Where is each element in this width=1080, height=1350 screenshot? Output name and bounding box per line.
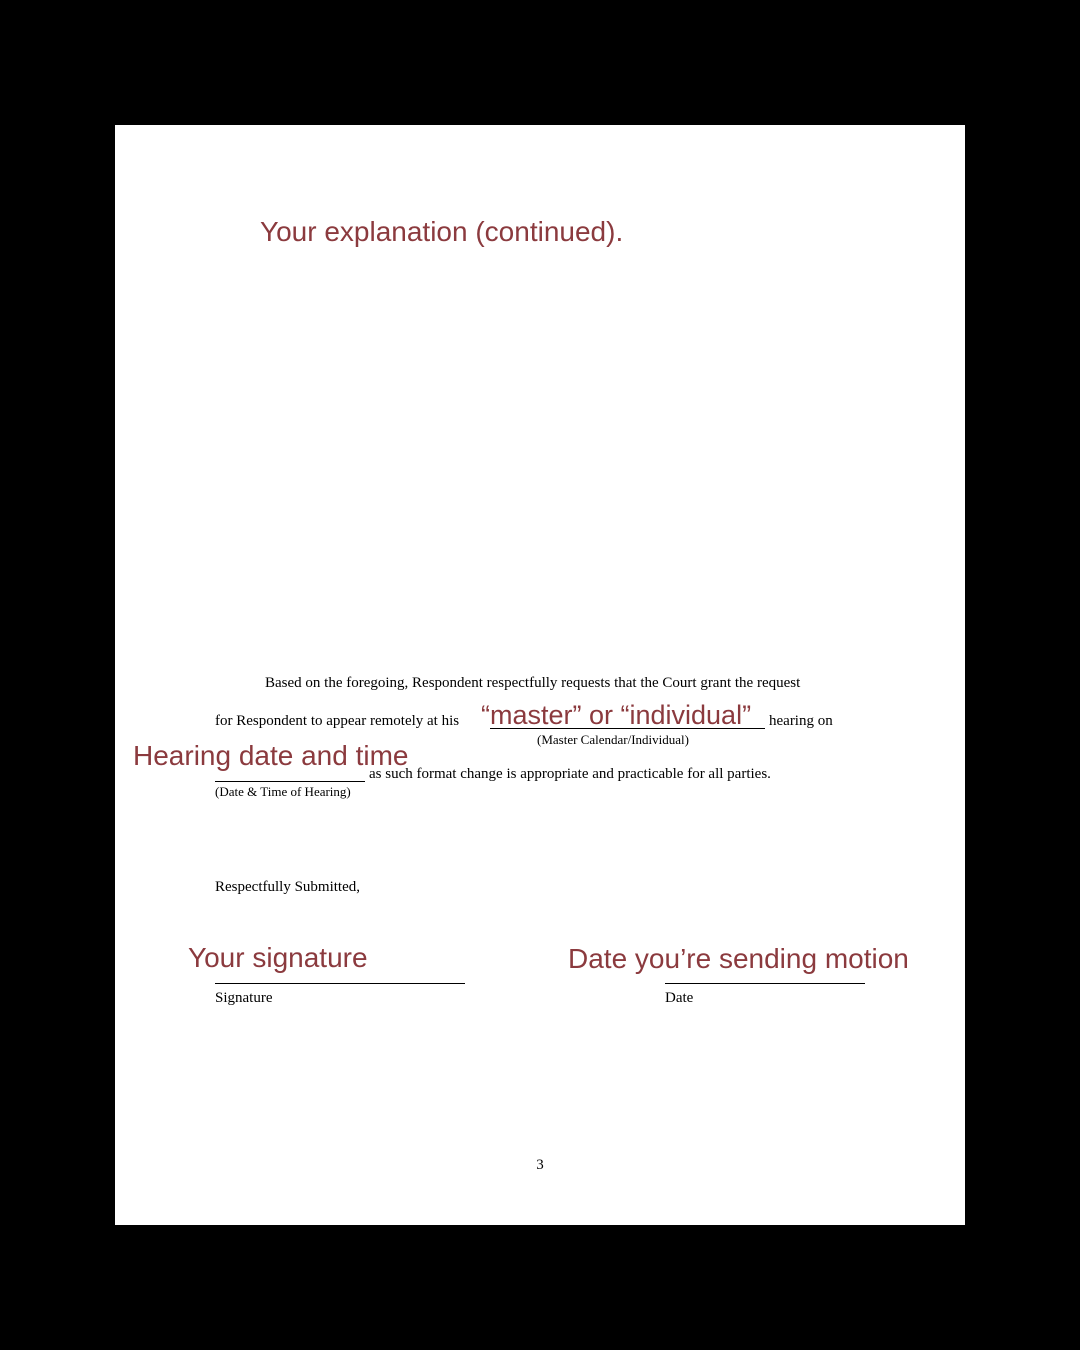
signature-label: Signature [215,990,273,1006]
document-page [115,125,965,1225]
date-field[interactable] [665,983,865,984]
request-line2-lead: for Respondent to appear remotely at his [215,713,460,729]
hearing-type-caption: (Master Calendar/Individual) [537,732,689,747]
signature-hint: Your signature [188,942,368,973]
request-line3: as such format change is appropriate and practicable for all parties. [369,766,771,782]
explanation-hint: Your explanation (continued). [260,216,624,247]
hearing-datetime-hint: Hearing date and time [133,740,409,771]
hearing-datetime-caption: (Date & Time of Hearing) [215,784,351,799]
hearing-type-hint: “master” or “individual” [481,700,752,730]
page-number: 3 [536,1157,544,1173]
request-line2-tail: hearing on [769,713,833,729]
date-hint: Date you’re sending motion [568,943,909,974]
date-label: Date [665,990,694,1006]
closing-text: Respectfully Submitted, [215,879,360,895]
signature-field[interactable] [215,983,465,984]
request-paragraph-line1: Based on the foregoing, Respondent respectfully requests that the Court grant the request [265,675,801,691]
hearing-datetime-field[interactable] [215,781,365,782]
